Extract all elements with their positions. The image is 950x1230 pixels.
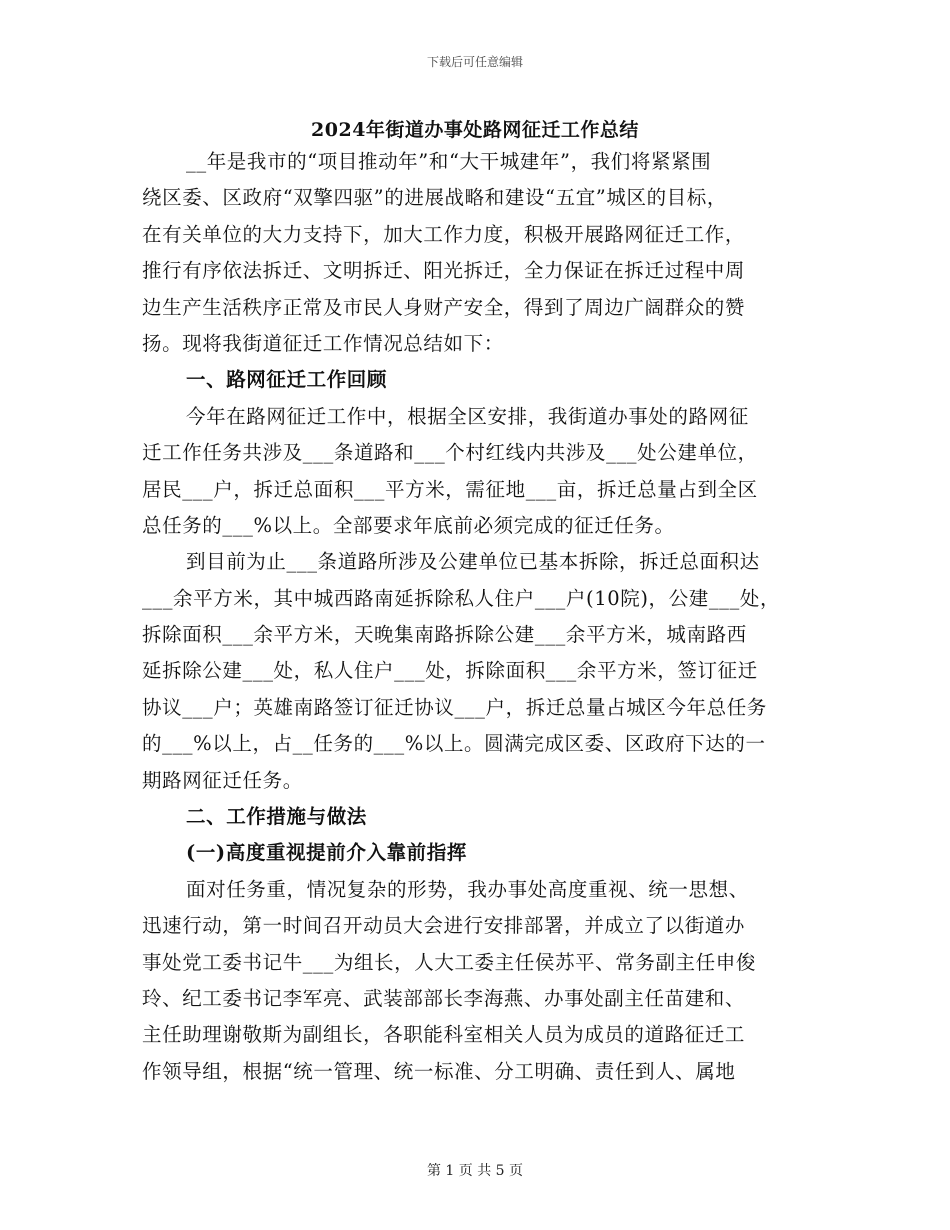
paragraph-line: 面对任务重，情况复杂的形势，我办事处高度重视、统一思想、 — [186, 877, 749, 901]
section-heading: 一、路网征迁工作回顾 — [186, 368, 388, 392]
paragraph-line: 今年在路网征迁工作中，根据全区安排，我街道办事处的路网征 — [186, 404, 749, 428]
paragraph-line: 到目前为止___条道路所涉及公建单位已基本拆除，拆迁总面积达 — [186, 550, 760, 574]
paragraph-line: 协议___户；英雄南路签订征迁协议___户，拆迁总量占城区今年总任务 — [142, 695, 767, 719]
header-note: 下载后可任意编辑 — [426, 55, 523, 69]
paragraph-line: 拆除面积___余平方米，天晚集南路拆除公建___余平方米，城南路西 — [142, 623, 747, 647]
paragraph-line: 绕区委、区政府“双擎四驱”的进展战略和建设“五宜”城区的目标， — [142, 186, 727, 210]
document-title: 2024年街道办事处路网征迁工作总结 — [311, 119, 639, 141]
paragraph-line: 迁工作任务共涉及___条道路和___个村红线内共涉及___处公建单位， — [142, 441, 758, 465]
paragraph-line: 居民___户，拆迁总面积___平方米，需征地___亩，拆迁总量占到全区 — [142, 477, 758, 501]
paragraph-line: 延拆除公建___处，私人住户___处，拆除面积___余平方米，签订征迁 — [142, 659, 758, 683]
section-heading: (一)高度重视提前介入靠前指挥 — [186, 841, 467, 865]
paragraph-line: 作领导组，根据“统一管理、统一标准、分工明确、责任到人、属地 — [142, 1059, 736, 1083]
paragraph-line: 推行有序依法拆迁、文明拆迁、阳光拆迁，全力保证在拆迁过程中周 — [142, 259, 746, 283]
paragraph-line: 的___%以上，占__任务的___%以上。圆满完成区委、区政府下达的一 — [142, 732, 766, 756]
paragraph-line: 迅速行动，第一时间召开动员大会进行安排部署，并成立了以街道办 — [142, 914, 746, 938]
paragraph-line: 边生产生活秩序正常及市民人身财产安全，得到了周边广阔群众的赞 — [142, 295, 746, 319]
paragraph-line: 事处党工委书记牛___为组长，人大工委主任侯苏平、常务副主任申俊 — [142, 950, 756, 974]
paragraph-line: 扬。现将我街道征迁工作情况总结如下： — [142, 331, 504, 355]
paragraph-line: 期路网征迁任务。 — [142, 768, 303, 792]
paragraph-line: 主任助理谢敬斯为副组长，各职能科室相关人员为成员的道路征迁工 — [142, 1023, 746, 1047]
document-body — [142, 144, 832, 1090]
paragraph-line: ___余平方米，其中城西路南延拆除私人住户___户(10院)，公建___处， — [142, 586, 781, 610]
paragraph-line: 在有关单位的大力支持下，加大工作力度，积极开展路网征迁工作， — [142, 222, 746, 246]
paragraph-line: __年是我市的“项目推动年”和“大干城建年”，我们将紧紧围 — [186, 150, 712, 173]
page-number: 第 1 页 共 5 页 — [426, 1163, 524, 1179]
paragraph-line: 总任务的___%以上。全部要求年底前必须完成的征迁任务。 — [142, 513, 675, 537]
paragraph-line: 玲、纪工委书记李军亮、武装部部长李海燕、办事处副主任苗建和、 — [142, 986, 746, 1010]
section-heading: 二、工作措施与做法 — [186, 805, 367, 829]
